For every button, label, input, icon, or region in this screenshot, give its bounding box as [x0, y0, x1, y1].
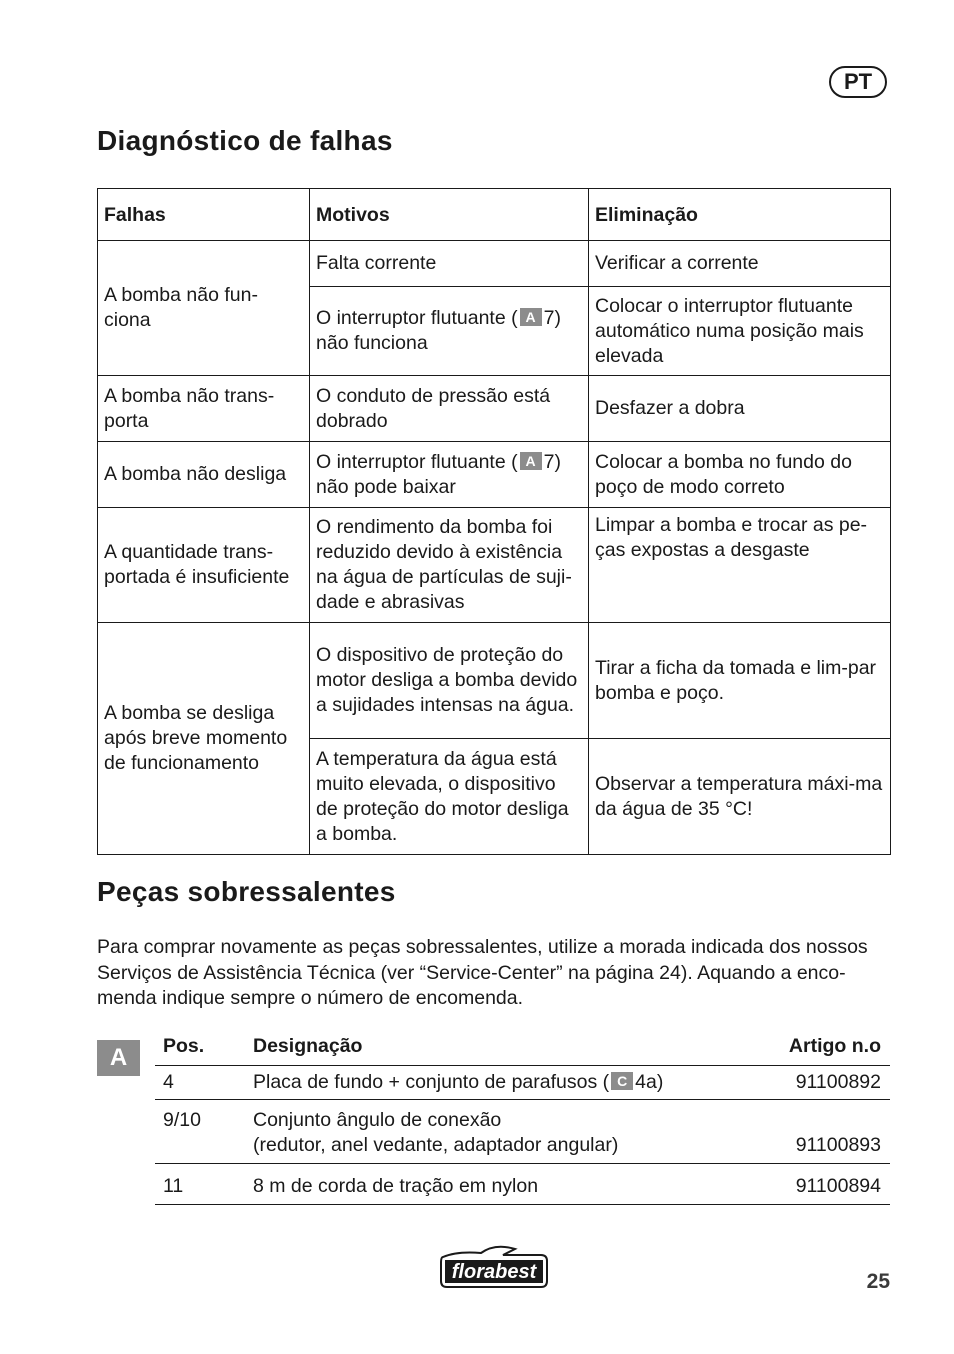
florabest-logo [437, 1245, 551, 1291]
table-header-row [98, 189, 891, 241]
cause-cell: O interruptor flutuante ( A 7) não funciona [310, 287, 589, 376]
fault-cell: A quantidade trans-portada é insuficiente [98, 508, 310, 623]
spare-parts-table [155, 1028, 890, 1205]
cause-cell: O conduto de pressão está dobrado [310, 376, 589, 442]
part-article: 91100893 [795, 1134, 881, 1156]
remedy-cell: Desfazer a dobra [589, 376, 891, 442]
part-pos: 9/10 [163, 1109, 201, 1131]
column-header-faults: Falhas [98, 189, 310, 241]
table-row [155, 1066, 890, 1100]
table-row [98, 623, 891, 739]
remedy-cell: Observar a temperatura máxi-ma da água de 35 °C! [589, 739, 891, 855]
cause-cell: O dispositivo de proteção do motor desliga a bomba devido a sujidades intensas na água. [310, 623, 589, 739]
figure-ref-badge: A [520, 308, 542, 326]
cause-cell: Falta corrente [310, 241, 589, 287]
remedy-cell: Tirar a ficha da tomada e lim-par bomba e poço. [589, 623, 891, 739]
column-header-designation: Designação [253, 1035, 363, 1057]
spare-parts-title: Peças sobressalentes [97, 876, 396, 907]
table-row [98, 442, 891, 508]
table-row [98, 508, 891, 623]
table-row [155, 1100, 890, 1164]
column-header-remedy: Eliminação [589, 189, 891, 241]
troubleshooting-title: Diagnóstico de falhas [97, 125, 393, 156]
part-designation: 8 m de corda de tração em nylon [253, 1175, 539, 1197]
part-article: 91100894 [795, 1175, 881, 1197]
svg-text:florabest: florabest [451, 1261, 537, 1283]
part-article: 91100892 [795, 1071, 881, 1093]
part-designation: Conjunto ângulo de conexão (redutor, anel vedante, adaptador angular) [253, 1109, 619, 1156]
spare-parts-intro: Para comprar novamente as peças sobressalentes, utilize a morada indicada dos nossos Serviços de Assistência Técnica (ver “Service-Center” na página 24). Aquando a enco-menda indique sempre o número de encomenda. [97, 936, 868, 1009]
part-designation: Placa de fundo + conjunto de parafusos ( C 4a) [253, 1071, 664, 1093]
figure-ref-badge: A [520, 452, 542, 470]
remedy-cell: Colocar a bomba no fundo do poço de modo correto [589, 442, 891, 508]
cause-cell: O interruptor flutuante ( A 7) não pode baixar [310, 442, 589, 508]
part-pos: 11 [163, 1175, 184, 1197]
parts-header-row [155, 1028, 890, 1066]
fault-cell: A bomba não trans-porta [98, 376, 310, 442]
part-pos: 4 [163, 1071, 174, 1093]
page-number: 25 [866, 1270, 890, 1293]
cause-cell: O rendimento da bomba foi reduzido devido à existência na água de partículas de suji-dade e abrasivas [310, 508, 589, 623]
remedy-cell: Limpar a bomba e trocar as pe-ças expostas a desgaste [589, 508, 891, 623]
table-row [98, 376, 891, 442]
troubleshooting-table [97, 188, 891, 855]
column-header-causes: Motivos [310, 189, 589, 241]
cause-cell: A temperatura da água está muito elevada, o dispositivo de proteção do motor desliga a bomba. [310, 739, 589, 855]
table-row [155, 1164, 890, 1205]
figure-ref-badge: C [611, 1072, 633, 1090]
column-header-article: Artigo n.o [788, 1035, 881, 1057]
fault-cell: A bomba se desliga após breve momento de funcionamento [98, 623, 310, 855]
remedy-cell: Colocar o interruptor flutuante automático numa posição mais elevada [589, 287, 891, 376]
language-badge: PT [829, 66, 887, 98]
remedy-cell: Verificar a corrente [589, 241, 891, 287]
fault-cell: A bomba não fun-ciona [98, 241, 310, 376]
table-row [98, 241, 891, 287]
fault-cell: A bomba não desliga [98, 442, 310, 508]
figure-a-marker: A [97, 1040, 140, 1076]
column-header-pos: Pos. [163, 1035, 205, 1057]
